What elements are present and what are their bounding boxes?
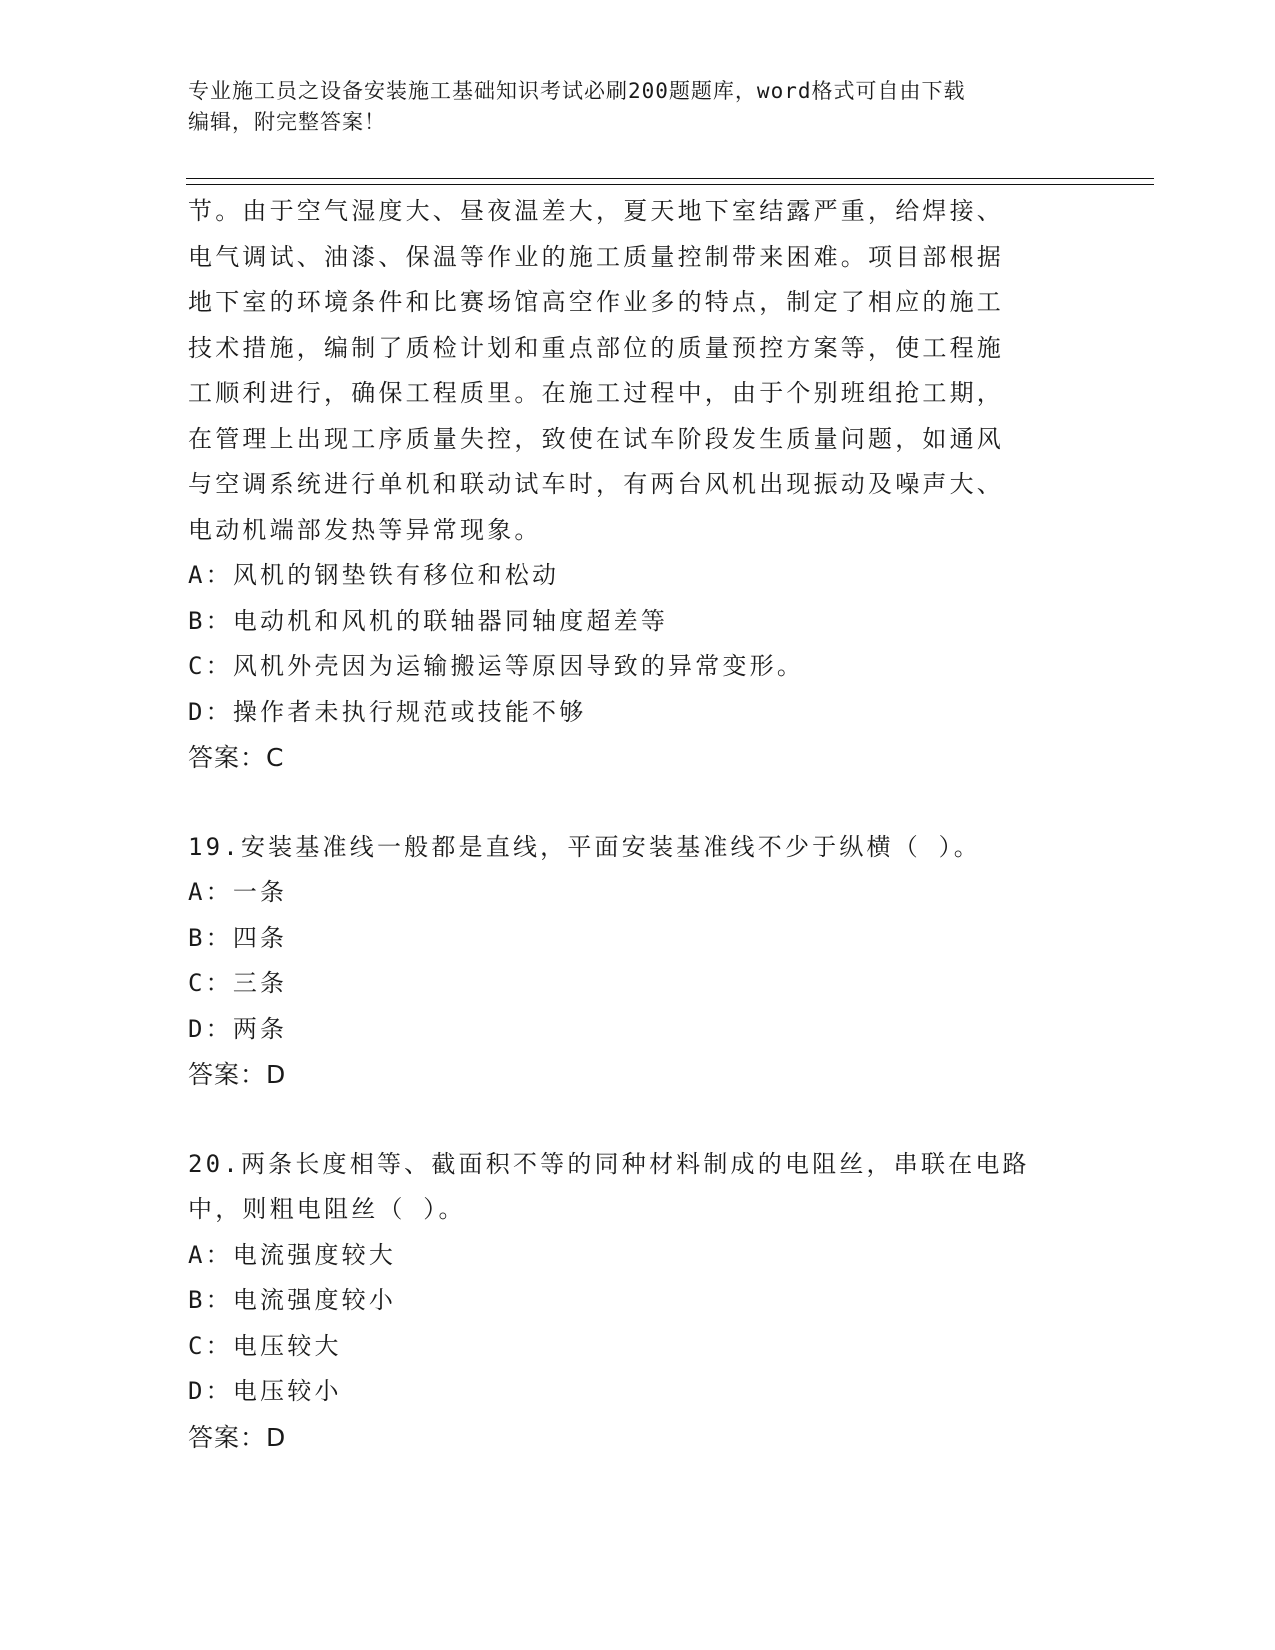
question-text-line: 中，则粗电阻丝（ ）。 [188,1195,466,1223]
question-text-line: 节。由于空气湿度大、昼夜温差大，夏天地下室结露严重，给焊接、 [188,197,1004,225]
header-title-line-1: 专业施工员之设备安装施工基础知识考试必刷200题题库，word格式可自由下载 [188,79,966,103]
question-spacer [188,1098,1088,1142]
question-19 [188,825,1088,1098]
document-body [188,189,1088,1460]
option-b: B：电动机和风机的联轴器同轴度超差等 [188,606,669,635]
header-divider-bottom [186,184,1154,185]
option-d: D：两条 [188,1014,288,1043]
answer-label: 答案：D [188,1422,287,1452]
question-18 [188,189,1088,781]
question-20 [188,1142,1088,1461]
option-b: B：四条 [188,923,288,952]
option-d: D：操作者未执行规范或技能不够 [188,697,587,726]
option-a: A：一条 [188,878,288,906]
answer-label: 答案：D [188,1060,287,1089]
question-text-line: 电动机端部发热等异常现象。 [188,515,542,544]
question-text-line: 地下室的环境条件和比赛场馆高空作业多的特点，制定了相应的施工 [188,288,1004,316]
question-text-line: 与空调系统进行单机和联动试车时，有两台风机出现振动及噪声大、 [188,470,1004,498]
option-a: A：风机的钢垫铁有移位和松动 [188,561,560,589]
header-divider-top [186,178,1154,179]
question-text-line: 技术措施，编制了质检计划和重点部位的质量预控方案等，使工程施 [188,333,1004,362]
header-title-line-2: 编辑，附完整答案！ [188,110,386,134]
option-d: D：电压较小 [188,1377,342,1405]
option-c: C：三条 [188,969,288,997]
question-text-line: 电气调试、油漆、保温等作业的施工质量控制带来困难。项目部根据 [188,242,1004,271]
option-c: C：风机外壳因为运输搬运等原因导致的异常变形。 [188,652,805,680]
question-spacer [188,781,1088,825]
option-c: C：电压较大 [188,1331,342,1360]
question-text-line: 19.安装基准线一般都是直线，平面安装基准线不少于纵横（ ）。 [188,832,981,861]
document-header [188,76,1068,138]
option-a: A：电流强度较大 [188,1240,397,1269]
question-text-line: 工顺利进行，确保工程质里。在施工过程中，由于个别班组抢工期， [188,379,1004,407]
answer-label: 答案：C [188,743,285,772]
option-b: B：电流强度较小 [188,1286,397,1314]
question-text-line: 在管理上出现工序质量失控，致使在试车阶段发生质量问题，如通风 [188,424,1004,453]
question-text-line: 20.两条长度相等、截面积不等的同种材料制成的电阻丝，串联在电路 [188,1149,1030,1178]
